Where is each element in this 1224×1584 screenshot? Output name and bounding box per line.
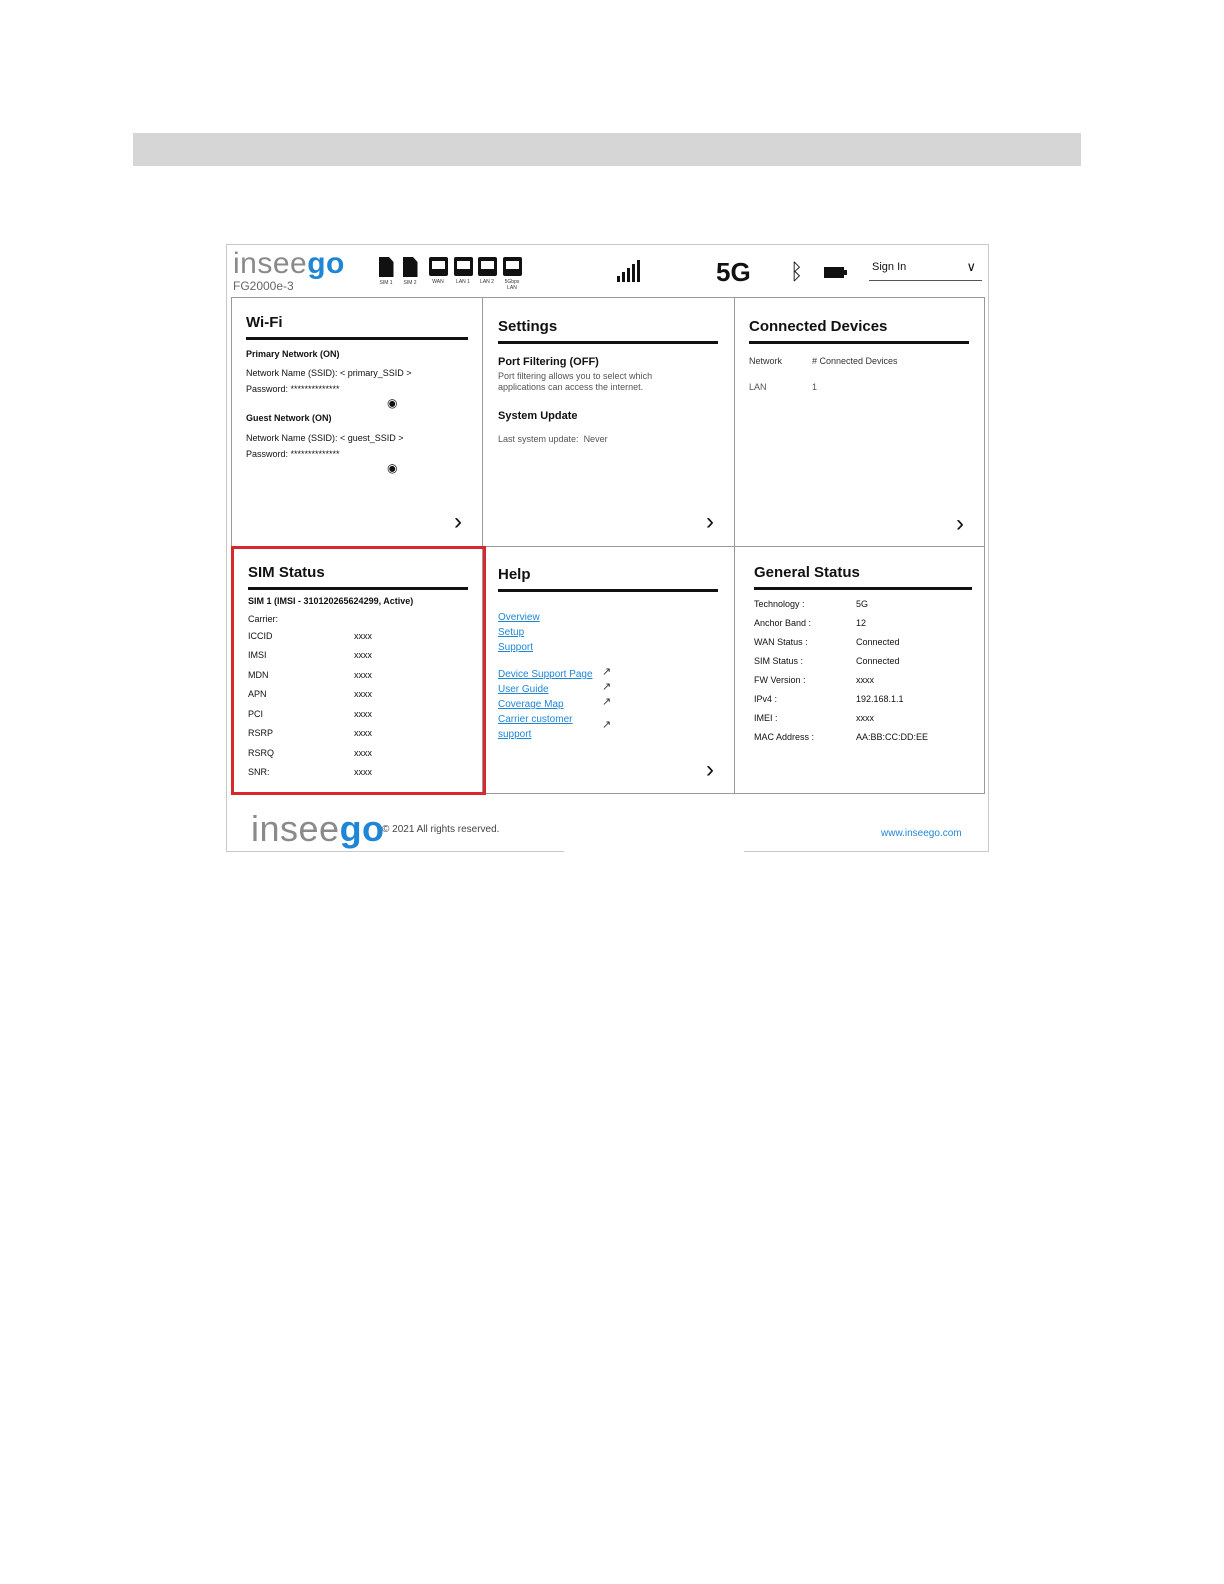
- sim-row: PCI xxxx: [248, 708, 372, 719]
- carrier-support-link[interactable]: Carrier customer: [498, 714, 573, 725]
- sim-row: RSRQ xxxx: [248, 747, 372, 758]
- router-dashboard: [226, 244, 989, 852]
- battery-icon: [824, 267, 844, 278]
- settings-card[interactable]: [498, 318, 718, 445]
- help-card[interactable]: [498, 566, 718, 742]
- general-row: Technology : 5G: [754, 598, 869, 609]
- network-type: 5G: [716, 257, 751, 287]
- inseego-logo: inseego: [233, 247, 345, 280]
- support-link[interactable]: Support: [498, 642, 534, 653]
- connected-devices-card[interactable]: [749, 318, 969, 393]
- sim-row: IMSI xxxx: [248, 650, 372, 661]
- setup-link[interactable]: Setup: [498, 627, 525, 638]
- copyright: © 2021 All rights reserved.: [382, 824, 500, 835]
- general-row: WAN Status : Connected: [754, 636, 900, 647]
- user-guide-link[interactable]: User Guide: [498, 684, 549, 695]
- 5gbps-lan-port-icon: 5Gbps LAN: [500, 257, 524, 291]
- general-row: SIM Status : Connected: [754, 655, 900, 666]
- general-status-card: [754, 564, 972, 746]
- chevron-right-icon[interactable]: ›: [706, 756, 714, 783]
- primary-ssid: Network Name (SSID): < primary_SSID >: [246, 368, 412, 378]
- sim2-icon: SIM 2: [398, 257, 422, 286]
- show-password-icon[interactable]: ◉: [387, 396, 398, 410]
- overview-link[interactable]: Overview: [498, 612, 540, 623]
- devices-header-row: Network # Connected Devices: [749, 356, 898, 366]
- last-update-row: Last system update: Never: [498, 434, 608, 444]
- general-row: IMEI : xxxx: [754, 712, 874, 723]
- show-password-icon[interactable]: ◉: [387, 461, 398, 475]
- carrier-label: Carrier:: [248, 614, 279, 624]
- sim-row: ICCID xxxx: [248, 630, 372, 641]
- guest-network-title: Guest Network (ON): [246, 413, 332, 423]
- external-link-icon: ↗: [602, 696, 612, 708]
- bluetooth-icon: ᛒ: [790, 259, 804, 284]
- inseego-footer-logo: inseego: [251, 808, 385, 849]
- sim-subtitle: SIM 1 (IMSI - 310120265624299, Active): [248, 596, 414, 606]
- website-link[interactable]: www.inseego.com: [881, 828, 962, 839]
- connected-devices-title: Connected Devices: [749, 318, 969, 344]
- devices-row: LAN 1: [749, 382, 818, 392]
- external-link-icon: ↗: [602, 666, 612, 678]
- sim-row: SNR: xxxx: [248, 767, 372, 778]
- wifi-title: Wi-Fi: [246, 314, 468, 340]
- port-filtering-title: Port Filtering (OFF): [498, 356, 599, 368]
- frame-gap: [564, 845, 744, 855]
- wan-port-icon: WAN: [426, 257, 450, 285]
- sign-in-dropdown[interactable]: Sign In ∨: [869, 256, 982, 281]
- help-title: Help: [498, 566, 718, 592]
- chevron-right-icon[interactable]: ›: [956, 510, 964, 537]
- lan2-port-icon: LAN 2: [475, 257, 499, 285]
- sim-status-highlight: [231, 546, 486, 795]
- sim-row: RSRP xxxx: [248, 728, 372, 739]
- external-link-icon: ↗: [602, 719, 612, 731]
- general-status-title: General Status: [754, 564, 972, 590]
- primary-password: Password: **************: [246, 384, 340, 394]
- wifi-card[interactable]: [246, 314, 468, 475]
- guest-ssid: Network Name (SSID): < guest_SSID >: [246, 433, 404, 443]
- guest-password: Password: **************: [246, 449, 340, 459]
- sim1-icon: SIM 1: [374, 257, 398, 286]
- chevron-down-icon: ∨: [966, 259, 976, 274]
- system-update-title: System Update: [498, 410, 578, 422]
- port-filtering-description: Port filtering allows you to select which applications can access the internet.: [498, 371, 653, 392]
- general-row: Anchor Band : 12: [754, 617, 867, 628]
- general-row: IPv4 : 192.168.1.1: [754, 693, 904, 704]
- settings-title: Settings: [498, 318, 718, 344]
- sim-row: APN xxxx: [248, 689, 372, 700]
- signal-strength-icon: [617, 260, 640, 282]
- lan1-port-icon: LAN 1: [451, 257, 475, 285]
- top-gray-bar: [133, 133, 1081, 166]
- chevron-right-icon[interactable]: ›: [454, 508, 462, 535]
- general-row: MAC Address : AA:BB:CC:DD:EE: [754, 731, 929, 742]
- device-support-page-link[interactable]: Device Support Page: [498, 669, 593, 680]
- sim-row: MDN xxxx: [248, 669, 372, 680]
- carrier-support-link-cont[interactable]: support: [498, 729, 532, 740]
- chevron-right-icon[interactable]: ›: [706, 508, 714, 535]
- sim-status-title: SIM Status: [248, 564, 468, 590]
- coverage-map-link[interactable]: Coverage Map: [498, 699, 564, 710]
- external-link-icon: ↗: [602, 681, 612, 693]
- model-name: FG2000e-3: [233, 279, 294, 293]
- primary-network-title: Primary Network (ON): [246, 349, 340, 359]
- general-row: FW Version : xxxx: [754, 674, 874, 685]
